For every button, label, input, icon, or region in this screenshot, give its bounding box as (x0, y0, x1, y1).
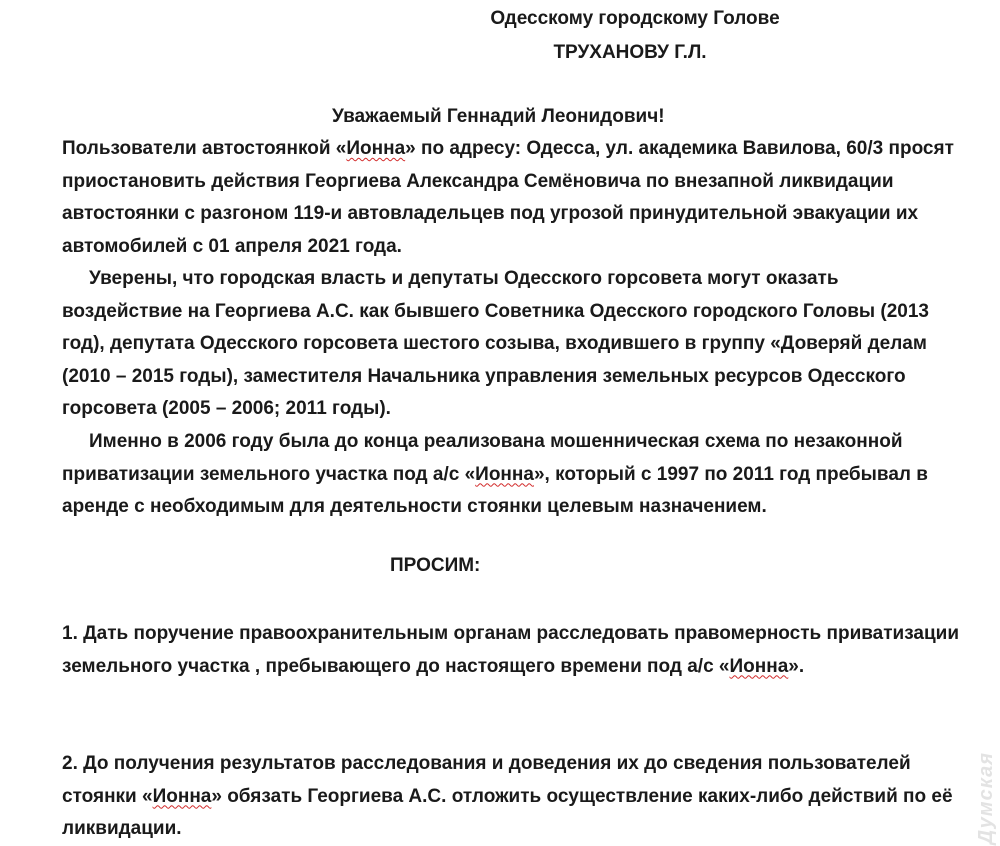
parking-name: Ионна (152, 785, 212, 807)
salutation: Уважаемый Геннадий Леонидович! (332, 106, 665, 127)
parking-name: Ионна (346, 138, 406, 159)
request-item-1 (62, 618, 962, 683)
watermark: Думская (975, 752, 997, 845)
paragraph-1-text-start: Пользователи автостоянкой « (62, 138, 347, 159)
request-heading: ПРОСИМ: (390, 555, 481, 576)
request-item-2 (62, 748, 962, 846)
request-1-text-start: 1. Дать поручение правоохранительным органам расследовать правомерность приватизации земельного участка , пребывающего до настоящего времени под а/с « (62, 623, 960, 677)
paragraph-3-text-start: Именно в 2006 году была до конца реализована мошенническая схема по незаконной приватизации земельного участка под а/с « (62, 431, 903, 485)
addressee-line-1: Одесскому городскому Голове (490, 8, 780, 29)
parking-name: Ионна (475, 463, 534, 485)
paragraph-1-text-end: » по адресу: Одесса, ул. академика Вавилова, 60/3 просят приостановить действия Георгиева Александра Семёновича по внезапной ликвидации автостоянки с разгоном 119-и автовладельцев под угрозой принудительной эвакуации их автомобилей с 01 апреля 2021 года. (62, 138, 954, 257)
parking-name: Ионна (729, 655, 789, 677)
request-2-text-end: » обязать Георгиева А.С. отложить осуществление каких-либо действий по её ликвидации. (62, 785, 953, 839)
request-1-text-end: ». (788, 655, 805, 677)
paragraph-3 (62, 426, 962, 524)
paragraph-3-text-end: », который с 1997 по 2011 год пребывал в аренде с необходимым для деятельности стоянки целевым назначением. (62, 463, 928, 517)
paragraph-1 (62, 133, 962, 263)
request-2-text-start: 2. До получения результатов расследования и доведения их до сведения пользователей стоянки « (62, 753, 911, 807)
addressee-line-2: ТРУХАНОВУ Г.Л. (553, 42, 707, 63)
paragraph-2: Уверены, что городская власть и депутаты Одесского горсовета могут оказать воздействие на Георгиева А.С. как бывшего Советника Одесского городского Головы (2013 год), депутата Одесского горсовета шестого созыва, входившего в группу «Доверяй делам (2010 – 2015 годы), заместителя Начальника управления земельных ресурсов Одесского горсовета (2005 – 2006; 2011 годы). (62, 268, 929, 419)
